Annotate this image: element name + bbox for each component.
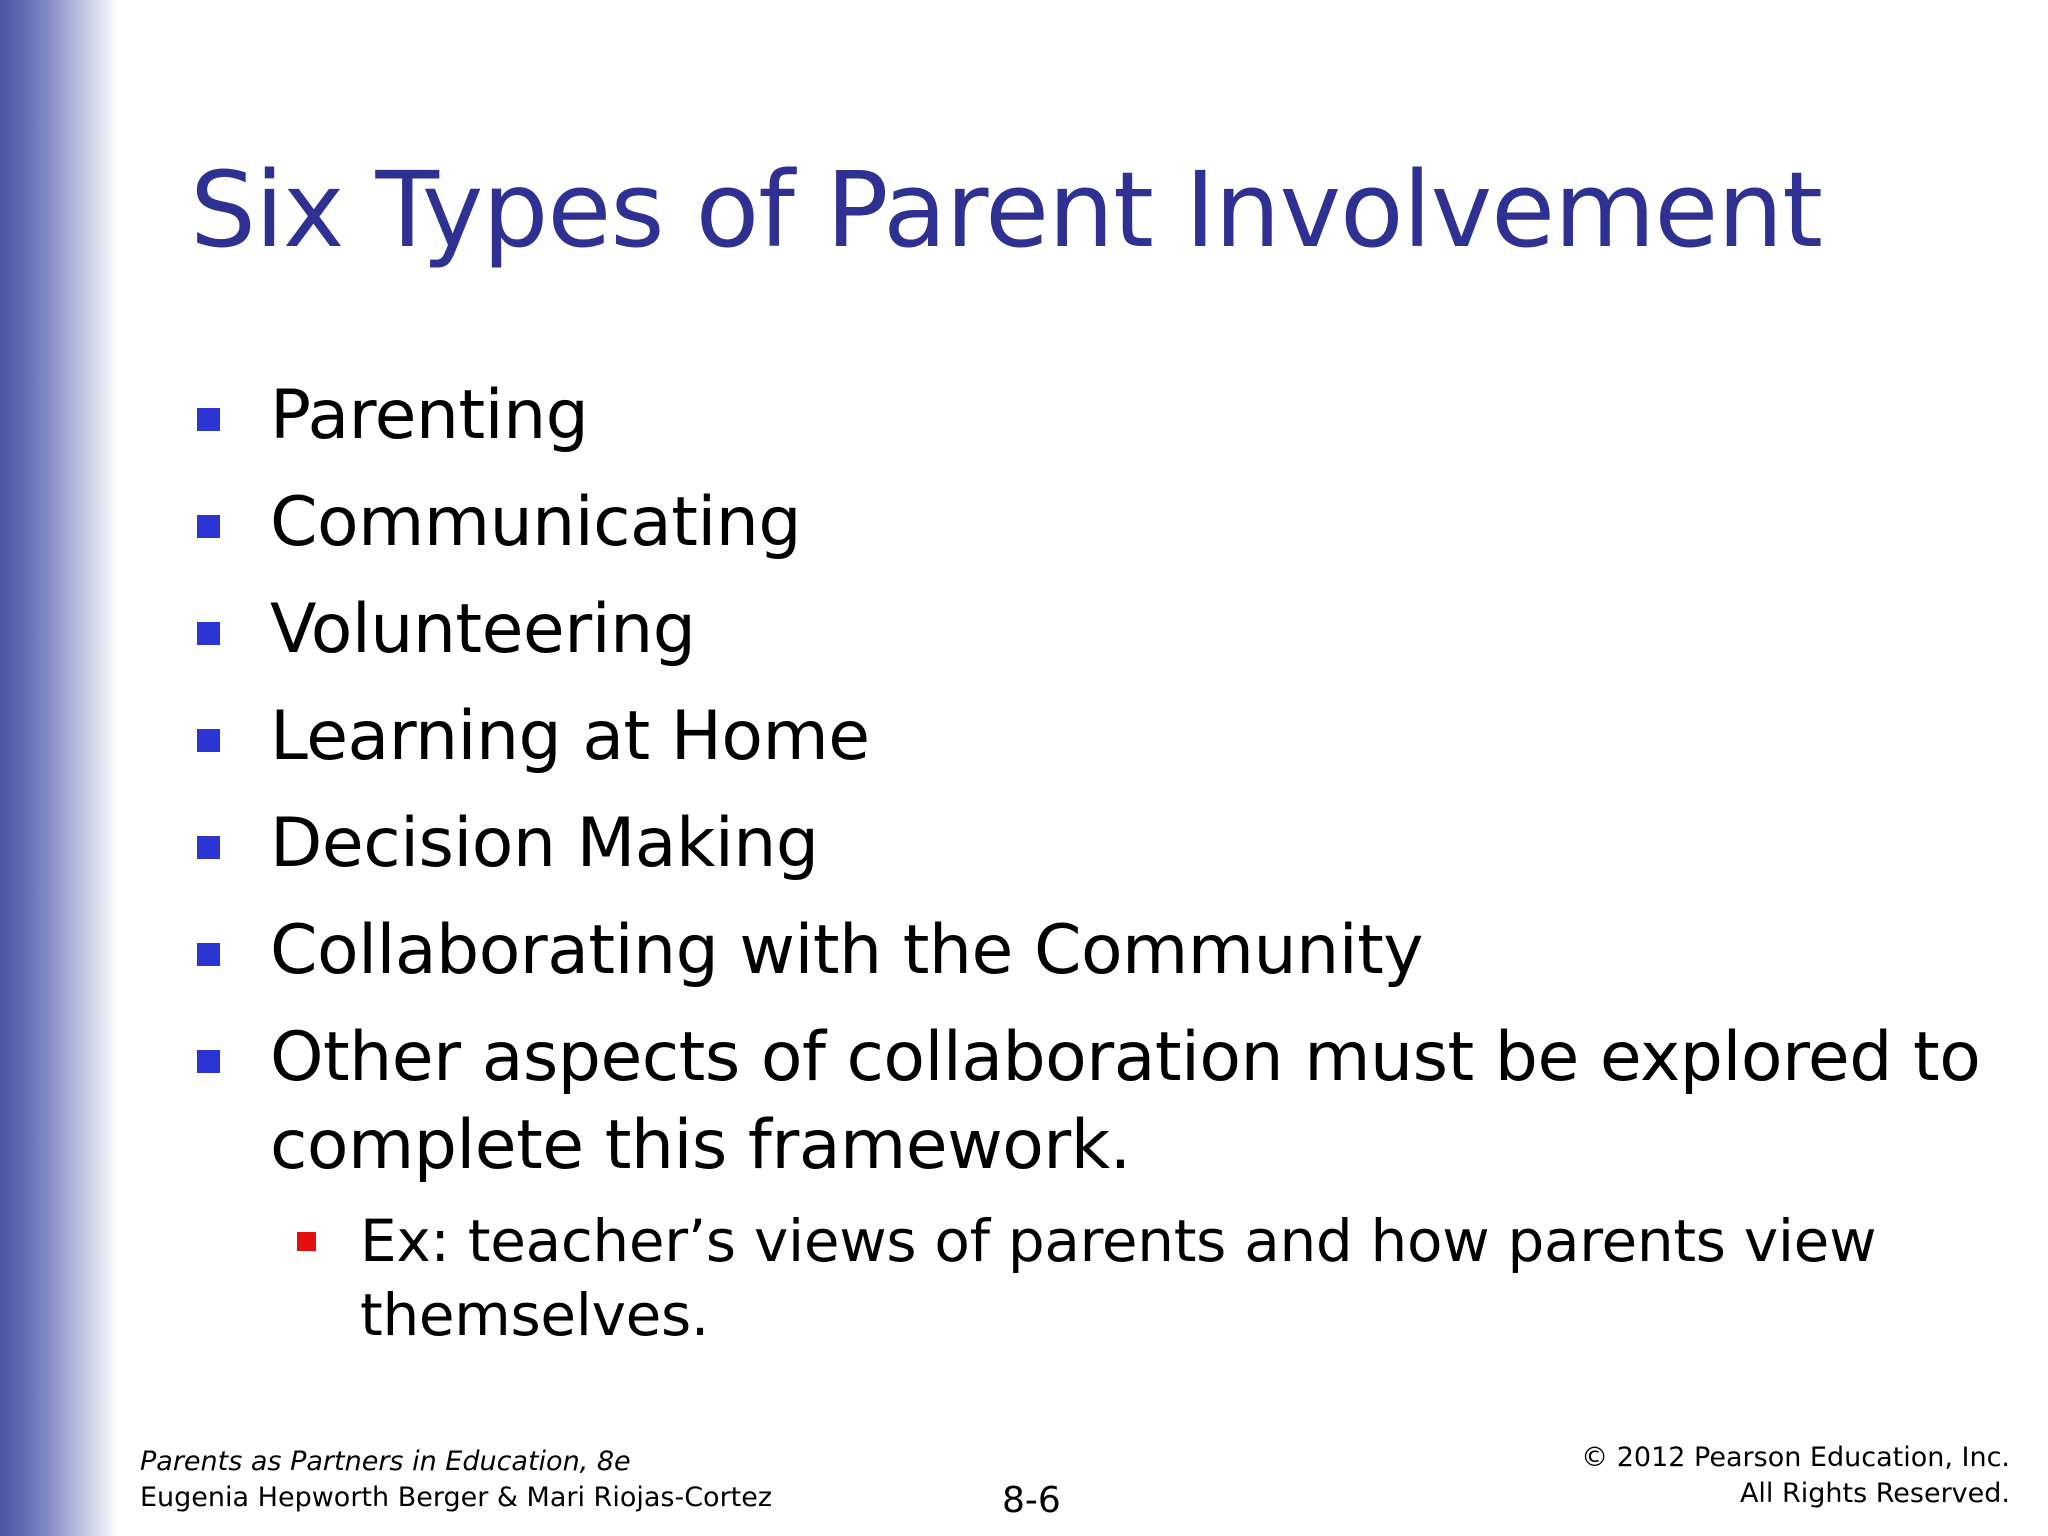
footer-book-info — [140, 1444, 772, 1516]
square-bullet-icon — [197, 515, 220, 538]
footer-book-title: Parents as Partners in Education, 8e — [140, 1446, 631, 1477]
bullet-text: Learning at Home — [270, 697, 870, 776]
bullet-text: Decision Making — [270, 804, 819, 883]
bullet-item — [270, 479, 801, 567]
rights-text: All Rights Reserved. — [1739, 1478, 2010, 1509]
bullet-text: Collaborating with the Community — [270, 911, 1424, 990]
square-bullet-icon — [197, 943, 220, 966]
bullet-text-line1: Other aspects of collaboration must be explored to — [270, 1018, 1981, 1097]
bullet-item — [270, 693, 870, 781]
copyright-text: © 2012 Pearson Education, Inc. — [1581, 1442, 2010, 1473]
bullet-text: Communicating — [270, 483, 802, 562]
square-bullet-icon — [197, 836, 220, 859]
square-bullet-icon — [197, 729, 220, 752]
sub-bullet-text-line1: Ex: teacher’s views of parents and how parents view — [360, 1207, 1877, 1275]
slide-title: Six Types of Parent Involvement — [190, 149, 1823, 271]
bullet-item — [270, 1014, 1980, 1190]
bullet-item — [270, 800, 819, 888]
bullet-text: Parenting — [270, 376, 589, 455]
square-bullet-icon — [197, 408, 220, 431]
bullet-text-line2: complete this framework. — [270, 1106, 1131, 1185]
bullet-item — [270, 586, 695, 674]
footer-copyright — [1581, 1440, 2010, 1512]
bullet-text: Volunteering — [270, 590, 696, 669]
red-square-bullet-icon — [297, 1232, 316, 1251]
bullet-item — [270, 907, 1423, 995]
sub-bullet-item — [360, 1204, 1876, 1352]
footer-authors: Eugenia Hepworth Berger & Mari Riojas-Cortez — [140, 1482, 773, 1513]
bullet-item — [270, 372, 588, 460]
square-bullet-icon — [197, 1050, 220, 1073]
slide-number: 8-6 — [1002, 1480, 1061, 1521]
square-bullet-icon — [197, 622, 220, 645]
sub-bullet-text-line2: themselves. — [360, 1281, 710, 1349]
